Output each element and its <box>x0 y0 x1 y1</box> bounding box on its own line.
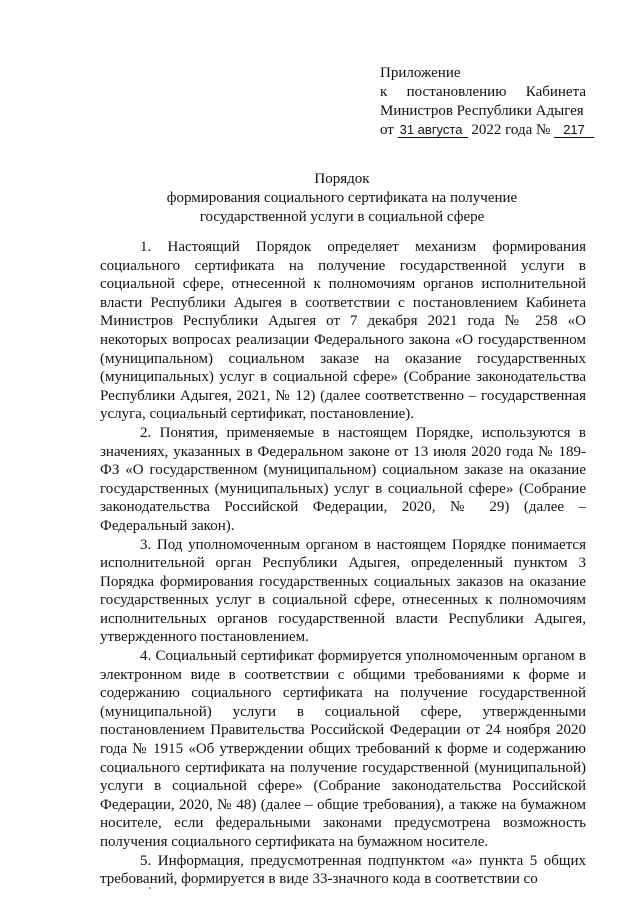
appendix-title: Приложение <box>380 65 461 81</box>
scan-speck <box>149 887 151 889</box>
paragraph-5: 5. Информация, предусмотренная подпунктом «а» пункта 5 общих требований, формируется в виде 33-значного кода в соответствии со <box>100 852 586 888</box>
appendix-word: постановлению <box>406 84 507 100</box>
paragraph-1: 1. Настоящий Порядок определяет механизм формирования социального сертификата на получение государственной услуги в социальной сфере, отнесенной к полномочиям органов исполнительной власти Республики Адыгея в соответствии с постановлением Кабинета Министров Республики Адыгея от 7 декабря 2021 года № 258 «О некоторых вопросах реализации Федерального закона «О государственном (муниципальном) социальном заказе на оказание государственных (муниципальных) услуг в социальной сфере» (Собрание законодательства Республики Адыгея, 2021, № 12) (далее соответственно – государственная услуга, социальный сертификат, постановление). <box>100 239 586 423</box>
title-line: Порядок <box>314 171 370 187</box>
paragraph-4: 4. Социальный сертификат формируется уполномоченным органом в электронном виде в соответствии с общими требованиями к форме и содержанию социального сертификата на получение государственной (муниципальной) услуги в социальной сфере, утвержденными постановлением Правительства Российской Федерации от 24 ноября 2020 года № 1915 «Об утверждении общих требований к форме и содержанию социального сертификата на получение государственной (муниципальной) услуги в социальной сфере» (Собрание законодательства Российской Федерации, 2020, № 48) (далее – общие требования), а также на бумажном носителе, если федеральными законами предусмотрена возможность получения социального сертификата на бумажном носителе. <box>100 648 586 850</box>
paragraph-3: 3. Под уполномоченным органом в настоящем Порядке понимается исполнительной орган Республики Адыгея, определенный пунктом 3 Порядка формирования государственных социальных заказов на оказание государственных услуг в социальной сфере, отнесенных к полномочиям исполнительных органов государственной власти Республики Адыгея, утвержденного постановлением. <box>100 536 586 646</box>
document-title <box>100 170 584 227</box>
appendix-date-line <box>380 121 586 140</box>
appendix-ot: от <box>380 122 394 138</box>
document-body <box>100 238 586 889</box>
handwritten-number: 217 <box>554 123 594 138</box>
title-line: государственной услуги в социальной сфере <box>199 209 485 225</box>
paragraph-2: 2. Понятия, применяемые в настоящем Порядке, используются в значениях, указанных в Федеральном законе от 13 июля 2020 года № 189-ФЗ «О государственном (муниципальном) социальном заказе на оказание государственных (муниципальных) услуг в социальной сфере» (Собрание законодательства Российской Федерации, 2020, № 29) (далее – Федеральный закон). <box>100 424 586 534</box>
appendix-header <box>380 64 586 140</box>
appendix-year: 2022 года № <box>471 122 551 138</box>
handwritten-date: 31 августа <box>398 123 468 138</box>
title-line: формирования социального сертификата на получение <box>166 190 518 206</box>
appendix-authority: Министров Республики Адыгея <box>380 103 584 119</box>
appendix-word: к <box>380 84 388 100</box>
appendix-word: Кабинета <box>525 84 586 100</box>
appendix-resolution-line <box>380 83 586 102</box>
